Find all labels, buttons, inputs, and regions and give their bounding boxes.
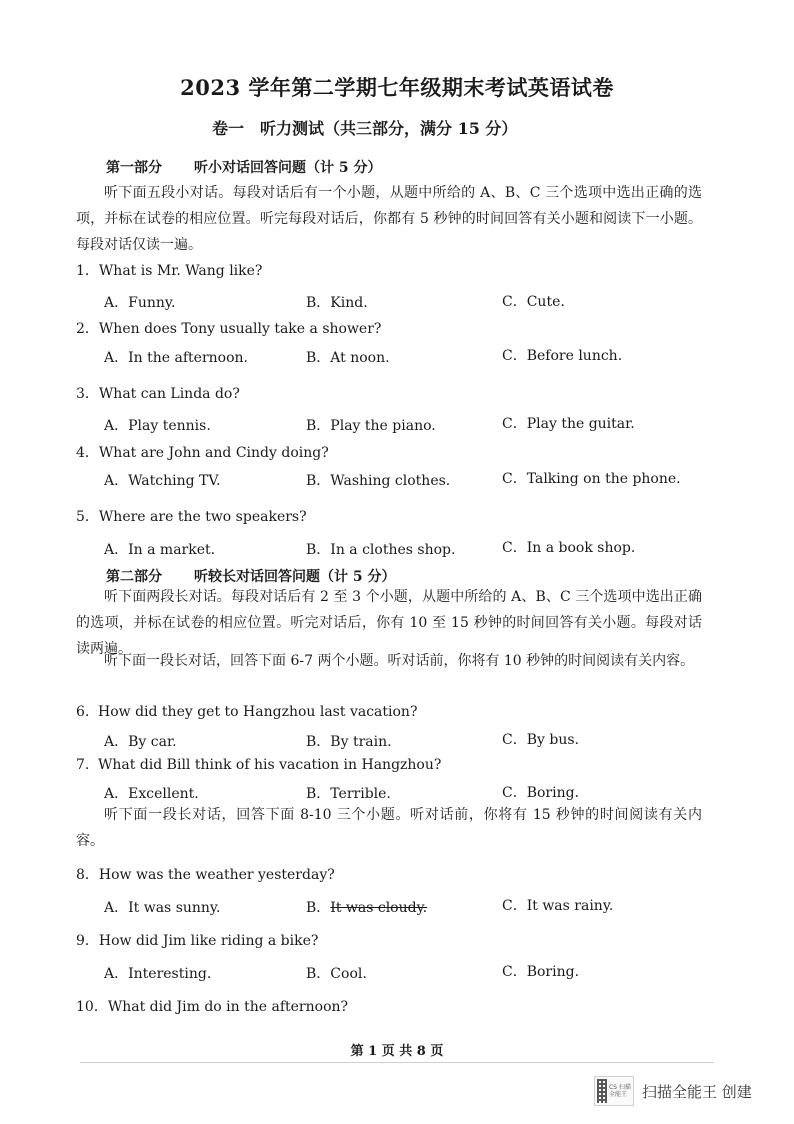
part2-title: 听较长对话回答问题（计 5 分）: [194, 569, 396, 585]
scanner-watermark: [594, 1076, 752, 1106]
q9-option-b[interactable]: B．Cool.: [306, 966, 367, 982]
q5-option-a[interactable]: A．In a market.: [104, 542, 216, 558]
watermark-text: 扫描全能王 创建: [642, 1082, 752, 1101]
q4-option-a[interactable]: A．Watching TV.: [104, 473, 221, 489]
camscanner-logo-icon: [594, 1076, 634, 1106]
question-8: 8．How was the weather yesterday?: [76, 867, 335, 883]
q4-option-c[interactable]: C．Talking on the phone.: [502, 471, 681, 487]
footer-divider: [80, 1062, 714, 1063]
q2-option-b[interactable]: B．At noon.: [306, 350, 390, 366]
q1-option-b[interactable]: B．Kind.: [306, 295, 368, 311]
part1-heading: [106, 157, 382, 177]
q3-option-b[interactable]: B．Play the piano.: [306, 418, 436, 434]
question-5: 5．Where are the two speakers?: [76, 509, 307, 525]
part1-title: 听小对话回答问题（计 5 分）: [194, 160, 382, 176]
q1-option-a[interactable]: A．Funny.: [104, 295, 176, 311]
q2-option-a[interactable]: A．In the afternoon.: [104, 350, 248, 366]
q1-option-c[interactable]: C．Cute.: [502, 294, 565, 310]
q8-option-a[interactable]: A．It was sunny.: [104, 900, 221, 916]
q5-option-c[interactable]: C．In a book shop.: [502, 540, 636, 556]
part2-heading: [106, 566, 396, 586]
watermark-logo-text: CS 扫描全能王: [608, 1084, 631, 1098]
q6-option-c[interactable]: C．By bus.: [502, 732, 579, 748]
exam-subtitle: 卷一 听力测试（共三部分，满分 15 分）: [212, 119, 518, 138]
q5-option-b[interactable]: B．In a clothes shop.: [306, 542, 456, 558]
question-4: 4．What are John and Cindy doing?: [76, 445, 329, 461]
q3-option-c[interactable]: C．Play the guitar.: [502, 416, 635, 432]
dialog2-intro: 听下面一段长对话，回答下面 8-10 三个小题。听对话前，你将有 15 秒钟的时间阅读有关内容。: [76, 807, 702, 849]
question-1: 1．What is Mr. Wang like?: [76, 263, 263, 279]
question-9: 9．How did Jim like riding a bike?: [76, 933, 319, 949]
q6-option-b[interactable]: B．By train.: [306, 734, 392, 750]
part2-instructions: 听下面两段长对话。每段对话后有 2 至 3 个小题，从题中所给的 A、B、C 三个选项中选出正确的选项，并标在试卷的相应位置。听完对话后，你有 10 至 15 秒钟的时间回答有关小题。每段对话读两遍。: [76, 589, 702, 657]
page-number: 第 1 页 共 8 页: [350, 1044, 444, 1059]
question-3: 3．What can Linda do?: [76, 386, 240, 402]
q7-option-a[interactable]: A．Excellent.: [104, 786, 199, 802]
dialog1-intro: 听下面一段长对话，回答下面 6-7 两个小题。听对话前，你将有 10 秒钟的时间阅读有关内容。: [104, 653, 695, 669]
q6-option-a[interactable]: A．By car.: [104, 734, 177, 750]
q9-option-a[interactable]: A．Interesting.: [104, 966, 212, 982]
question-7: 7. What did Bill think of his vacation in Hangzhou?: [76, 757, 442, 773]
question-10: 10．What did Jim do in the afternoon?: [76, 999, 349, 1015]
exam-title: 2023 学年第二学期七年级期末考试英语试卷: [180, 75, 614, 100]
q4-option-b[interactable]: B．Washing clothes.: [306, 473, 451, 489]
q2-option-c[interactable]: C．Before lunch.: [502, 348, 623, 364]
q9-option-c[interactable]: C．Boring.: [502, 964, 580, 980]
part1-instructions: 听下面五段小对话。每段对话后有一个小题，从题中所给的 A、B、C 三个选项中选出正确的选项，并标在试卷的相应位置。听完每段对话后，你都有 5 秒钟的时间回答有关小题和阅读下一小题。每段对话仅读一遍。: [76, 185, 702, 253]
q3-option-a[interactable]: A．Play tennis.: [104, 418, 211, 434]
question-2: 2．When does Tony usually take a shower?: [76, 321, 382, 337]
part2-label: 第二部分: [106, 569, 162, 585]
qr-code-icon: [597, 1079, 607, 1103]
part1-label: 第一部分: [106, 160, 162, 176]
q7-option-b[interactable]: B．Terrible.: [306, 786, 391, 802]
q7-option-c[interactable]: C．Boring.: [502, 785, 580, 801]
q8-option-c[interactable]: C．It was rainy.: [502, 898, 614, 914]
question-6: 6. How did they get to Hangzhou last vacation?: [76, 704, 418, 720]
q8-option-b[interactable]: B．It was cloudy.: [306, 900, 428, 916]
